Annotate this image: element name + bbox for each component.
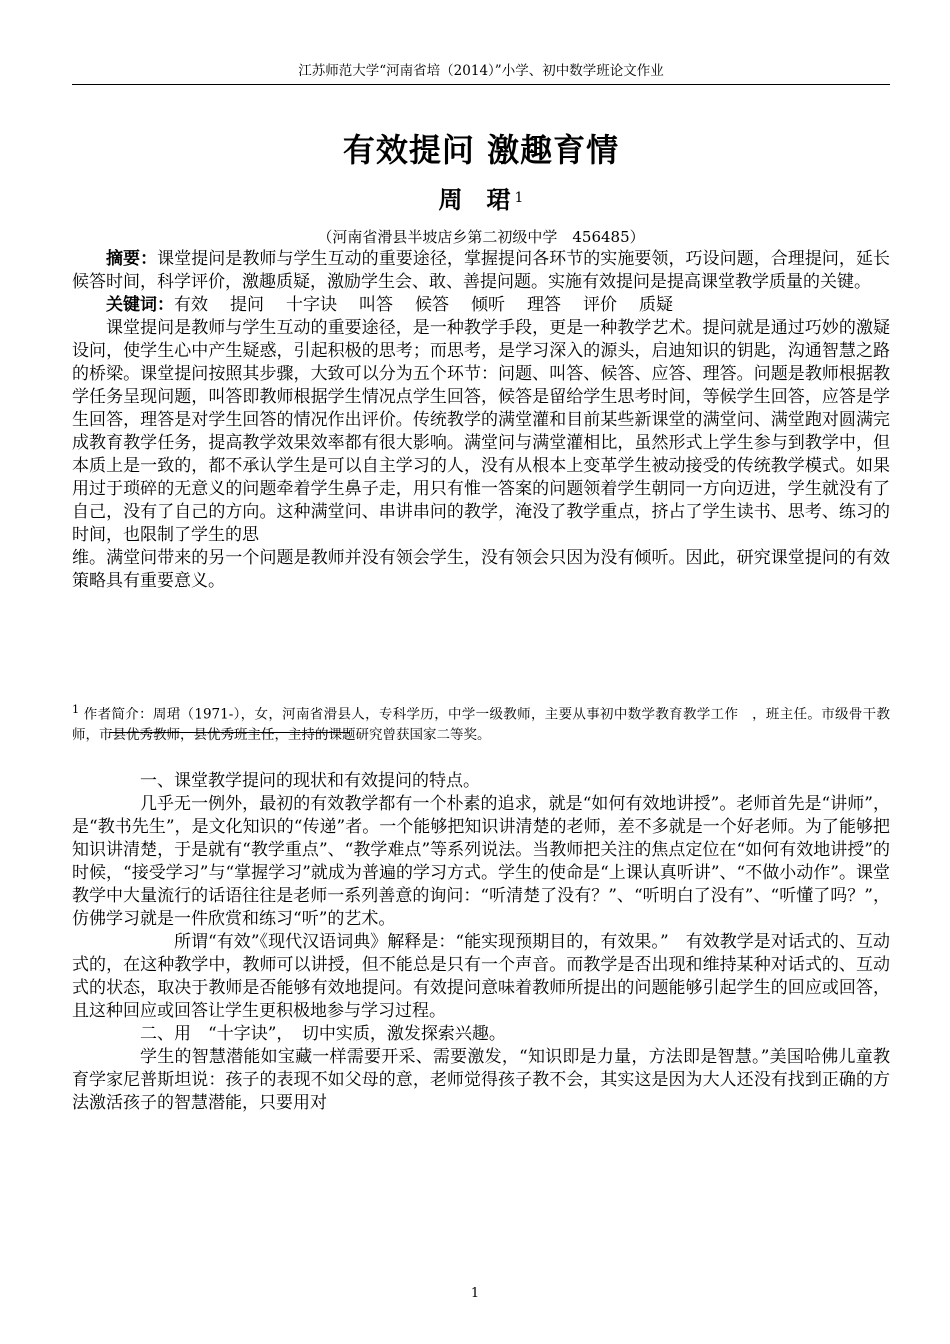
footnote-mark: 1 — [72, 703, 80, 716]
intro-paragraph-continued: 维。满堂问带来的另一个问题是教师并没有领会学生，没有领会只因为没有倾听。因此，研究课堂提问的有效策略具有重要意义。 — [72, 548, 890, 591]
page-number: 1 — [470, 1286, 480, 1301]
abstract-label: 摘要： — [106, 249, 158, 269]
keyword-item: 理答 — [527, 295, 561, 315]
footnote-text: 作者简介：周珺（1971-），女，河南省滑县人，专科学历，中学一级教师，主要从事初中数学教育教学工作 ，班主任。市级骨干教师，市县优秀教师，县优秀班主任，主持的课题研究曾获国家二等奖。 — [72, 706, 891, 743]
section-1-heading: 一、课堂教学提问的现状和有效提问的特点。 — [140, 771, 480, 791]
keyword-item: 叫答 — [359, 295, 393, 315]
abstract-text: 课堂提问是教师与学生互动的重要途径，掌握提问各环节的实施要领，巧设问题，合理提问，延长候答时间，科学评价，激趣质疑，激励学生会、敢、善提问题。实施有效提问是提高课堂教学质量的关键。 — [72, 249, 891, 292]
abstract — [72, 248, 890, 294]
section-1-paragraph: 几乎无一例外，最初的有效教学都有一个朴素的追求，就是“如何有效地讲授”。老师首先是“讲师”，是“教书先生”，是文化知识的“传递”者。一个能够把知识讲清楚的老师，差不多就是一个好老师。为了能够把知识讲清楚，于是就有“教学重点”、“教学难点”等系列说法。当教师把关注的焦点定位在“如何有效地讲授”的时候，“接受学习”与“掌握学习”就成为普遍的学习方式。学生的使命是“上课认真听讲”、“不做小动作”。课堂教学中大量流行的话语往往是老师一系列善意的询问：“听清楚了没有？”、“听明白了没有”、“听懂了吗？”，仿佛学习就是一件欣赏和练习“听”的艺术。 — [72, 794, 890, 929]
section-1-paragraph: 所谓“有效”《现代汉语词典》解释是：“能实现预期目的，有效果。” 有效教学是对话式的、互动式的，在这种教学中，教师可以讲授，但不能总是只有一个声音。而教学是否出现和维持某种对话式的、互动式的状态，取决于教师是否能够有效地提问。有效提问意味着教师所提出的问题能够引起学生的回应或回答，且这种回应或回答让学生更积极地参与学习过程。 — [72, 932, 890, 1021]
keyword-item: 候答 — [415, 295, 449, 315]
keyword-item: 十字诀 — [286, 295, 337, 315]
section-2-heading: 二、用 “十字诀”， 切中实质，激发探索兴趣。 — [140, 1024, 506, 1044]
author-line — [72, 184, 890, 216]
footnote-divider — [110, 732, 350, 733]
affiliation: （河南省滑县半坡店乡第二初级中学 456485） — [317, 228, 645, 246]
keywords-label: 关键词： — [106, 295, 174, 315]
intro-paragraph: 课堂提问是教师与学生互动的重要途径，是一种教学手段，更是一种教学艺术。提问就是通过巧妙的激疑设问，使学生心中产生疑惑，引起积极的思考；而思考，是学习深入的源头，启迪知识的钥匙，沟通智慧之路的桥梁。课堂提问按照其步骤，大致可以分为五个环节：问题、叫答、候答、应答、理答。问题是教师根据教学任务呈现问题，叫答即教师根据学生情况点学生回答，候答是留给学生思考时间，等候学生回答，应答是学生回答，理答是对学生回答的情况作出评价。传统教学的满堂灌和目前某些新课堂的满堂问、满堂跑对圆满完成教育教学任务，提高教学效果效率都有很大影响。满堂问与满堂灌相比，虽然形式上学生参与到教学中，但本质上是一致的，都不承认学生是可以自主学习的人，没有从根本上变革学生被动接受的传统教学模式。如果用过于琐碎的无意义的问题牵着学生鼻子走，用只有惟一答案的问题领着学生朝同一方向迈进，学生就没有了自己，没有了自己的方向。这种满堂问、串讲串问的教学，淹没了教学重点，挤占了学生读书、思考、练习的时间，也限制了学生的思 — [72, 318, 890, 545]
keyword-item: 评价 — [583, 295, 617, 315]
main-body — [72, 770, 890, 1115]
keyword-item: 有效 — [174, 295, 208, 315]
keywords — [72, 294, 890, 317]
running-header: 江苏师范大学“河南省培（2014）”小学、初中数学班论文作业 — [72, 62, 890, 85]
front-matter — [72, 248, 890, 593]
keyword-item: 提问 — [230, 295, 264, 315]
author-footnote-mark: 1 — [514, 190, 524, 206]
keyword-item: 倾听 — [471, 295, 505, 315]
paper-title: 有效提问 激趣育情 — [342, 131, 620, 169]
section-2-paragraph: 学生的智慧潜能如宝藏一样需要开采、需要激发，“知识即是力量，方法即是智慧。”美国哈佛儿童教育学家尼普斯坦说：孩子的表现不如父母的意，老师觉得孩子教不会，其实这是因为大人还没有找到正确的方法激活孩子的智慧潜能，只要用对 — [72, 1047, 890, 1113]
keyword-item: 质疑 — [639, 295, 673, 315]
author-name: 周 珺 — [438, 185, 511, 214]
footnote — [72, 700, 890, 745]
